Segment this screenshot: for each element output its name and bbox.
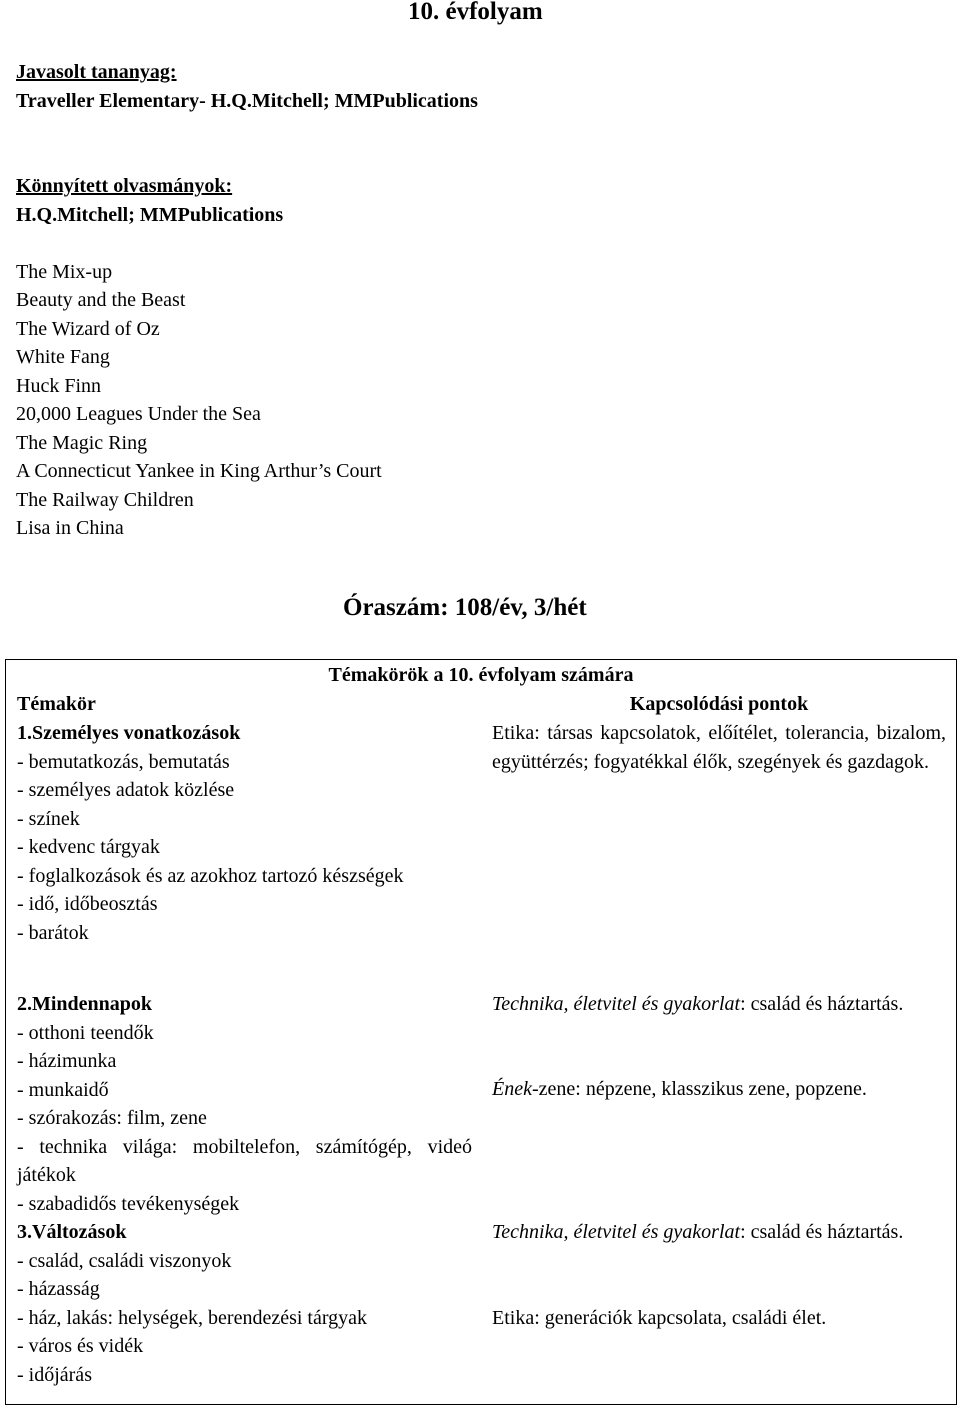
list-item: - barátok xyxy=(17,921,89,944)
link-subject: Technika, életvitel és gyakorlat xyxy=(492,993,741,1015)
topic-section-2 xyxy=(17,990,472,1218)
list-item: - bemutatkozás, bemutatás xyxy=(17,750,230,773)
links-column xyxy=(492,690,946,1329)
link-subject: Etika xyxy=(492,1307,535,1329)
section-heading: 2.Mindennapok xyxy=(17,993,153,1015)
list-item: - idő, időbeosztás xyxy=(17,893,158,915)
reader-title: 20,000 Leagues Under the Sea xyxy=(16,403,261,425)
list-item: - színek xyxy=(17,807,80,830)
topic-section-3 xyxy=(17,1218,472,1389)
link-text: : család és háztartás. xyxy=(740,1221,904,1243)
hours-title: Óraszám: 108/év, 3/hét xyxy=(343,594,587,621)
list-item: - házasság xyxy=(17,1278,100,1300)
grade-title: 10. évfolyam xyxy=(408,0,543,25)
links-column-header: Kapcsolódási pontok xyxy=(629,693,809,715)
link-point xyxy=(492,1075,946,1104)
reader-title: The Railway Children xyxy=(16,488,194,511)
link-point xyxy=(492,1218,946,1247)
list-item: - ház, lakás: helységek, berendezési tárgyak xyxy=(17,1306,368,1329)
link-point xyxy=(492,1304,946,1333)
link-subject: Etika xyxy=(492,722,535,744)
materials-block xyxy=(16,58,716,543)
list-item: - család, családi viszonyok xyxy=(17,1249,232,1272)
list-item: - munkaidő xyxy=(17,1078,109,1101)
reader-title: Huck Finn xyxy=(16,374,101,397)
list-item: - szabadidős tevékenységek xyxy=(17,1192,240,1215)
table-title: Témakörök a 10. évfolyam számára xyxy=(328,664,634,686)
list-item: - város és vidék xyxy=(17,1335,144,1357)
list-item: - személyes adatok közlése xyxy=(17,779,235,801)
link-text: : generációk kapcsolata, családi élet. xyxy=(534,1307,827,1329)
readers-heading: Könnyített olvasmányok: xyxy=(16,175,233,197)
list-item: - technika világa: mobiltelefon, számítógép, videó játékok xyxy=(17,1135,472,1186)
topic-section-1 xyxy=(17,719,472,947)
section-heading: 3.Változások xyxy=(17,1221,127,1243)
reader-title: A Connecticut Yankee in King Arthur’s Court xyxy=(16,460,382,482)
reader-title: White Fang xyxy=(16,346,110,368)
recommended-book: Traveller Elementary- H.Q.Mitchell; MMPublications xyxy=(16,89,478,112)
topics-table xyxy=(5,659,957,1405)
list-item: - időjárás xyxy=(17,1363,92,1386)
link-point xyxy=(492,719,946,776)
list-item: - házimunka xyxy=(17,1050,117,1072)
topic-column xyxy=(17,690,472,1386)
topic-column-header: Témakör xyxy=(17,693,96,715)
reader-list xyxy=(16,258,716,543)
reader-title: The Mix-up xyxy=(16,260,113,283)
readers-publisher: H.Q.Mitchell; MMPublications xyxy=(16,203,284,226)
reader-title: Beauty and the Beast xyxy=(16,289,186,311)
link-point xyxy=(492,990,946,1019)
link-subject: Technika, életvitel és gyakorlat xyxy=(492,1221,741,1243)
reader-title: Lisa in China xyxy=(16,517,124,539)
list-item: - szórakozás: film, zene xyxy=(17,1107,207,1129)
reader-title: The Wizard of Oz xyxy=(16,317,160,340)
link-subject: Ének xyxy=(492,1078,532,1100)
reader-title: The Magic Ring xyxy=(16,431,148,454)
link-text: : család és háztartás. xyxy=(740,993,904,1015)
list-item: - foglalkozások és az azokhoz tartozó készségek xyxy=(17,864,404,887)
list-item: - otthoni teendők xyxy=(17,1021,154,1044)
link-text: : társas kapcsolatok, előítélet, tolerancia, bizalom, együttérzés; fogyatékkal élők, szegények és gazdagok. xyxy=(492,722,946,773)
list-item: - kedvenc tárgyak xyxy=(17,836,160,858)
section-heading: 1.Személyes vonatkozások xyxy=(17,722,241,744)
recommended-heading: Javasolt tananyag: xyxy=(16,61,177,83)
link-text: -zene: népzene, klasszikus zene, popzene. xyxy=(531,1078,867,1100)
